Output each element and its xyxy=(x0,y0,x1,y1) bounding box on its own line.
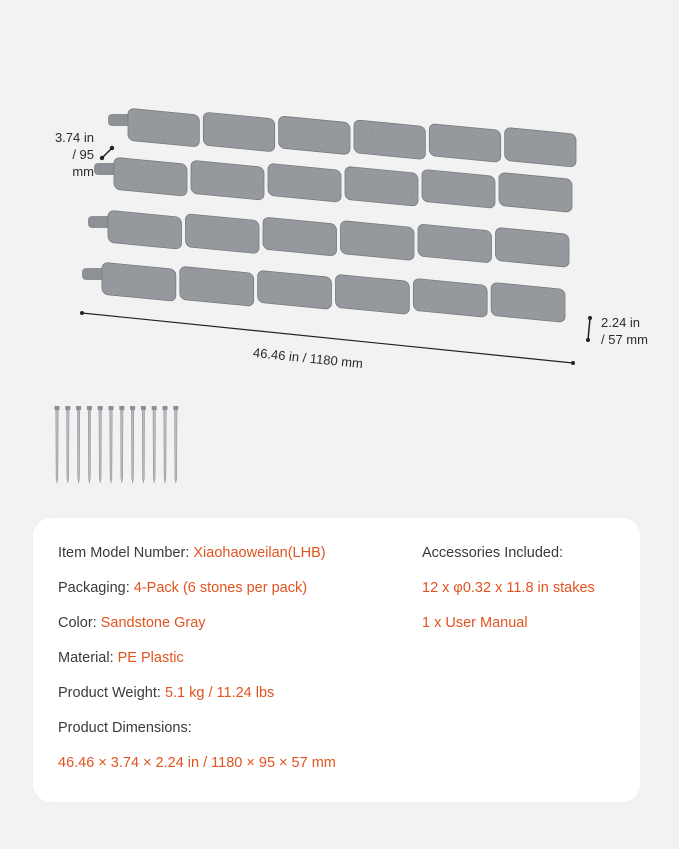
length-dimension-dot xyxy=(80,311,84,315)
spec-packaging-value: 4-Pack (6 stones per pack) xyxy=(133,580,308,596)
stake-head xyxy=(76,406,81,410)
stake-icon xyxy=(131,410,133,483)
stake-icon xyxy=(77,410,79,483)
stone-row xyxy=(108,108,576,167)
stake-head xyxy=(55,406,60,410)
width-dimension-label xyxy=(48,129,94,180)
stake-icon xyxy=(153,410,155,483)
width-dimension-dot xyxy=(100,156,104,160)
height-dimension-dot xyxy=(586,338,590,342)
spec-accessory-stakes: 12 x φ0.32 x 11.8 in stakes xyxy=(422,580,595,596)
stone-texture xyxy=(191,160,264,200)
spec-color xyxy=(58,615,206,631)
width-inches: 3.74 in xyxy=(54,130,94,145)
stone-texture xyxy=(203,112,274,152)
width-dimension-dot xyxy=(110,146,114,150)
stake-head xyxy=(141,406,146,410)
stake-icon xyxy=(110,410,112,483)
spec-weight-value: 5.1 kg / 11.24 lbs xyxy=(164,685,275,701)
spec-weight xyxy=(58,685,274,701)
stake-icon xyxy=(56,410,58,483)
spec-color-label: Color: xyxy=(58,615,97,631)
spec-dimensions xyxy=(58,755,336,771)
spec-packaging-label: Packaging: xyxy=(58,580,130,596)
stake-head xyxy=(163,406,168,410)
spec-accessory-manual: 1 x User Manual xyxy=(422,615,528,631)
height-dimension-line xyxy=(588,318,590,340)
stone-rows xyxy=(82,108,576,322)
spec-model-label: Item Model Number: xyxy=(58,545,190,561)
stone-row xyxy=(82,262,565,322)
stake-head xyxy=(109,406,114,410)
stake-icon xyxy=(121,410,123,483)
spec-material-value: PE Plastic xyxy=(117,650,184,666)
height-dimension-label xyxy=(601,314,648,348)
spec-material-label: Material: xyxy=(58,650,114,666)
stone-row xyxy=(94,157,572,212)
stake-icon xyxy=(67,410,69,483)
stake-head xyxy=(152,406,157,410)
stake-head xyxy=(65,406,70,410)
stone-texture xyxy=(354,120,425,160)
stake-icon xyxy=(99,410,101,483)
stake-head xyxy=(87,406,92,410)
stake-icon xyxy=(142,410,144,483)
spec-model-value: Xiaohaoweilan(LHB) xyxy=(193,545,326,561)
spec-card xyxy=(33,518,640,802)
height-millimeters: / 57 mm xyxy=(601,332,648,347)
stake-icon xyxy=(164,410,166,483)
height-dimension-dot xyxy=(588,316,592,320)
stake-head xyxy=(130,406,135,410)
length-dimension-label: 46.46 in / 1180 mm xyxy=(252,344,364,372)
length-dimension-dot xyxy=(571,361,575,365)
stone-row xyxy=(88,210,569,267)
stake-icon xyxy=(88,410,90,483)
stake-head xyxy=(98,406,103,410)
spec-material xyxy=(58,650,184,666)
stakes-graphic xyxy=(55,406,179,483)
spec-color-value: Sandstone Gray xyxy=(100,615,206,631)
height-inches: 2.24 in xyxy=(601,315,641,330)
stake-head xyxy=(173,406,178,410)
stake-head xyxy=(119,406,124,410)
spec-packaging xyxy=(58,580,307,596)
spec-model xyxy=(58,545,326,561)
width-millimeters: / 95 mm xyxy=(72,147,94,179)
stake-icon xyxy=(175,410,177,483)
spec-accessories-label: Accessories Included: xyxy=(422,545,564,561)
stone-texture xyxy=(505,127,576,167)
spec-dimensions-label: Product Dimensions: xyxy=(58,720,192,736)
stone-texture xyxy=(499,172,572,212)
spec-weight-label: Product Weight: xyxy=(58,685,161,701)
spec-dimensions-value: 46.46 × 3.74 × 2.24 in / 1180 × 95 × 57 mm xyxy=(58,755,336,771)
stone-texture xyxy=(345,166,418,206)
